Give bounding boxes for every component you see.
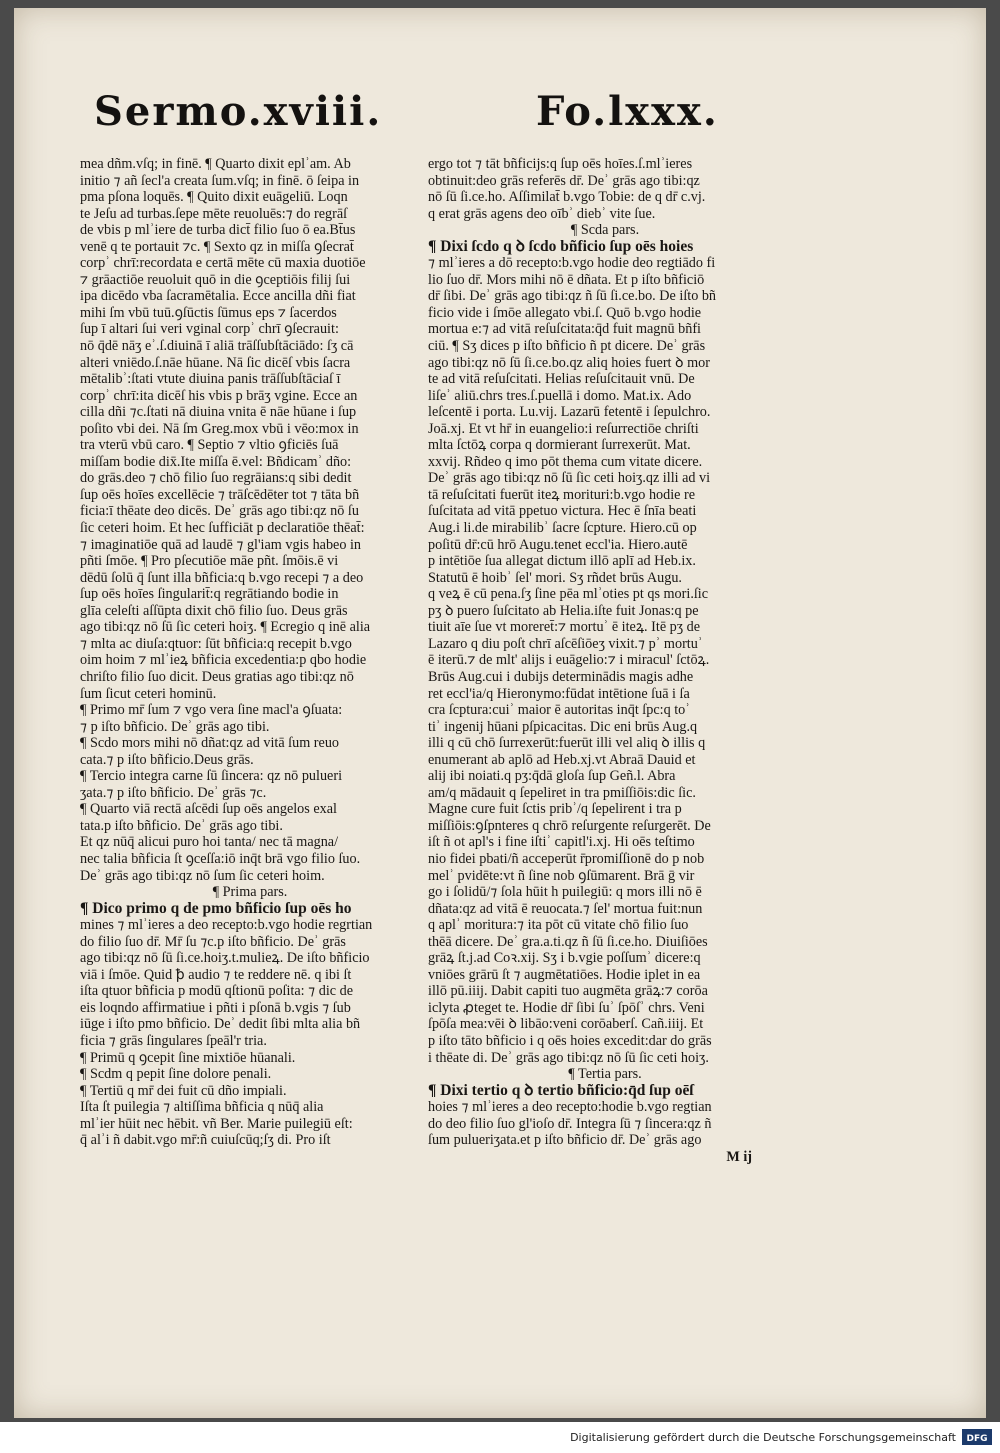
text-line: ⁊ mlta ac diuſa:qtuor: ſūt bñficia:q recepit b.vgo bbox=[80, 635, 352, 652]
text-line: mortua e:⁊ ad vitā reſuſcitata:q̄d fuit magnū bñfi bbox=[428, 321, 701, 338]
text-line: Aug.i li.de mirabilibʾ ſacre ſcpture. Hiero.cū op bbox=[428, 520, 697, 537]
section-heading: ¶ Scda pars. bbox=[570, 222, 640, 239]
text-line: Lazaro q diu poſt chrī aſcēſiōeʒ vixit.⁊ pʾ mortuʾ bbox=[428, 635, 703, 652]
text-line: ¶ Tertiū q mr̄ dei fuit cū dño impiali. bbox=[80, 1082, 287, 1099]
text-line: mētalibʾ:ſtati vtute diuina panis trāſſubſtāciaſ ī bbox=[80, 371, 341, 388]
text-line: viā i ſmōe. Quid ꝥ audio ⁊ te reddere nē. q ibi ſt bbox=[80, 966, 352, 983]
text-line: ¶ Primū q ꝯcepit ſine mixtiōe hūanali. bbox=[80, 1049, 296, 1066]
text-line: melʾ pvidēte:vt ñ ſine nob ꝯſūmarent. Brā ḡ vir bbox=[428, 867, 695, 884]
text-line: ⁊ p iſto bñficio. Deʾ grās ago tibi. bbox=[80, 718, 270, 735]
text-line: nō q̄dē nāʒ eʾ.ſ.diuinā ī aliā trāſſubſtāciādo: ſʒ cā bbox=[80, 338, 354, 355]
text-line: Joā.xj. Et vt hr̄ in euangelio:i reſurrectiōe chriſti bbox=[428, 420, 699, 437]
text-line: do deo filio ſuo gl'ioſo dr̄. Integra ſū ⁊ ſincera:qz ñ bbox=[428, 1115, 712, 1132]
text-line: leſcentē i porta. Lu.vij. Lazarū fetentē i ſepulchro. bbox=[428, 404, 711, 421]
text-line: Iſta ſt puilegia ⁊ altiſſima bñficia q nūq̄ alia bbox=[80, 1099, 324, 1116]
text-line: vniōes grārū ſt ⁊ augmētatiōes. Hodie iplet in ea bbox=[428, 966, 701, 983]
text-line: ¶ Scdm q pepit ſine dolore penali. bbox=[80, 1066, 272, 1083]
text-line: Brūs Aug.cui i dubijs determinādis magis adhe bbox=[428, 668, 694, 685]
text-line: eis loqndo affirmatiue i pñti i pſonā b.vgis ⁊ ſub bbox=[80, 999, 351, 1016]
text-line: Statutū ē hoibʾ ſel' mori. Sʒ rñdet brūs Augu. bbox=[428, 569, 682, 586]
text-line: de vbis p mlʾiere de turba dict̄ filio ſuo ō ea.Bt̄us bbox=[80, 222, 356, 239]
document-page bbox=[14, 8, 986, 1418]
text-line: ¶ Dixi ſcdo q ꝺ ſcdo bñficio ſup oēs hoies bbox=[428, 238, 694, 255]
text-line: ¶ Tercio integra carne ſū ſincera: qz nō pulueri bbox=[80, 768, 343, 785]
text-line: obtinuit:deo grās referēs dr̄. Deʾ grās ago tibi:qz bbox=[428, 172, 700, 189]
section-heading: ¶ Prima pars. bbox=[212, 884, 288, 901]
text-line: ¶ Quarto viā rectā aſcēdi ſup oēs angelos exal bbox=[80, 801, 337, 818]
text-line: mlʾier hūit nec hēbit. vñ Ber. Marie puilegiū eſt: bbox=[80, 1115, 353, 1132]
text-line: tra vterū vbū caro. ¶ Septio ⁊ vltio ꝯficiēs ſuā bbox=[80, 437, 339, 454]
text-line: pñti ſmōe. ¶ Pro pſecutiōe māe pñt. ſmōis.ē vi bbox=[80, 553, 339, 570]
text-line: pma pſona loquēs. ¶ Quito dixit euāgeliū. Loqn bbox=[80, 189, 348, 206]
text-line: dēdū ſolū q̄ ſunt illa bñficia:q b.vgo recepi ⁊ a deo bbox=[80, 569, 364, 586]
funding-credit: Digitalisierung gefördert durch die Deutsche Forschungsgemeinschaft bbox=[570, 1431, 956, 1444]
text-line: nō ſū ſi.ce.ho. Aſſimilat̄ b.vgo Tobie: de q dr̄ c.vj. bbox=[428, 189, 706, 206]
text-line: corpʾ chrī:ita dicēſ his vbis p brāʒ vgine. Ecce an bbox=[80, 387, 358, 404]
text-line: tā reſuſcitati fuerūt iteꝝ morituri:b.vgo hodie re bbox=[428, 486, 696, 503]
text-line: nio fidei pbati/ñ acceperūt r̄promiſſionē do p nob bbox=[428, 850, 705, 867]
text-line: tiuit aīe ſue vt moreret̄:⁊ mortuʾ ē iteꝝ. Itē pʒ de bbox=[428, 619, 700, 636]
text-line: ago tibi:qz nō ſū ſi.ce.hoiʒ.t.mulieꝝ. De iſto bñficio bbox=[80, 950, 370, 967]
text-line: ſup oēs hoīes ſingularit̄:q regrātiando bodie in bbox=[80, 586, 339, 603]
text-line: p iſto tāto bñficio i q oēs hoies excedit:dar do grās bbox=[428, 1032, 712, 1049]
text-line: iclyta ꝓteget te. Hodie dr̄ ſibi ſuʾ ſpōſʾ chrs. Veni bbox=[428, 999, 705, 1016]
text-line: mines ⁊ mlʾieres a deo recepto:b.vgo hodie regrtian bbox=[80, 917, 373, 934]
text-line: q veꝝ ē cū pena.ſʒ ſine pēa mlʾoties pt qs mori.ſic bbox=[428, 586, 709, 603]
text-line: iūge i iſto pmo bñficio. Deʾ dedit ſibi mlta alia bñ bbox=[80, 1016, 361, 1033]
text-line: mea dñm.vſq; in finē. ¶ Quarto dixit eplʾam. Ab bbox=[80, 156, 351, 172]
text-line: ſuſcitata ad vitā ppetuo victura. Hec ē ſnīa beati bbox=[428, 503, 697, 520]
text-line: ſpōſa mea:vēi ꝺ libāo:veni corōaberſ. Cañ.iiij. Et bbox=[428, 1016, 704, 1033]
text-line: te Jeſu ad turbas.ſepe mēte reuoluēs:⁊ do regrāſ bbox=[80, 205, 348, 222]
text-line: ciū. ¶ Sʒ dices p iſto bñficio ñ pt dicere. Deʾ grās bbox=[428, 338, 706, 355]
text-line: tiʾ ingenij hūani pſpicacitas. Dic eni brūs Aug.q bbox=[428, 718, 698, 735]
left-text-column bbox=[80, 156, 420, 1149]
text-line: illō pū.iiij. Dabit capiti tuo augmēta grāꝝ:⁊ corōa bbox=[428, 983, 708, 1000]
text-line: ⁊ imaginatiōe quā ad laudē ⁊ gl'iam vgis habeo in bbox=[80, 536, 362, 553]
text-line: Magne cure fuit ſctis pribʾ/q ſepelirent i tra p bbox=[428, 801, 682, 818]
text-line: ago tibi:qz nō ſū ſi.ce.bo.qz aliq hoies fuert ꝺ mor bbox=[428, 354, 710, 371]
text-line: ficia ⁊ grās ſingulares ſpeāl'r tria. bbox=[80, 1032, 267, 1049]
text-line: do filio ſuo dr̄. Mr̄ ſu ⁊c.p iſto bñficio. Deʾ grās bbox=[80, 933, 346, 950]
dfg-logo bbox=[962, 1429, 992, 1445]
text-line: ⁊ grāactiōe reuoluit quō in die ꝯceptiōis filij ſui bbox=[80, 271, 351, 288]
text-line: illi q cū chō ſurrexerūt:fuerūt illi vel aliq ꝺ illis q bbox=[428, 735, 706, 752]
text-line: go i ſolidū/⁊ ſola hūit h puilegiū: q mors illi nō ē bbox=[428, 884, 702, 901]
text-line: i thēate di. Deʾ grās ago tibi:qz nō ſū ſic ceti hoiʒ. bbox=[428, 1049, 709, 1066]
text-line: miſſiōis:ꝯſpnteres q chrō reſurgente reſurgerēt. De bbox=[428, 817, 711, 834]
text-line: dñata:qz ad vitā ē reuocata.⁊ ſel' mortua fuit:nun bbox=[428, 900, 703, 917]
text-line: p intētiōe ſua allegat dictum illō aplī ad Heb.ix. bbox=[428, 553, 696, 570]
text-line: alij ibi noiati.q pʒ:q̄dā gloſa ſup Geñ.l. Abra bbox=[428, 768, 676, 785]
text-line: do grās.deo ⁊ chō filio ſuo regrāians:q sibi dedit bbox=[80, 470, 352, 487]
text-line: enumerant ab aplō ad Heb.xj.vt Abraā Dauid et bbox=[428, 751, 696, 768]
text-line: q̄ alʾi ñ dabit.vgo mr̄:ñ cuiuſcūq;ſʒ di. Pro iſt bbox=[80, 1132, 331, 1149]
text-line: ¶ Dico primo q de pmo bñficio ſup oēs ho bbox=[80, 900, 352, 917]
text-line: nec talia bñficia ſt ꝯceſſa:iō inq̄t brā vgo filio ſuo. bbox=[80, 850, 361, 867]
text-line: cilla dñi ⁊c.ſtati nā diuina vnita ē nāe hūane i ſup bbox=[80, 404, 357, 421]
folio-number: Fo.lxxx. bbox=[536, 88, 719, 135]
text-line: ficio vide i ſmōe allegato vbi.ſ. Quō b.vgo hodie bbox=[428, 304, 702, 321]
text-line: Deʾ grās ago tibi:qz nō ſum ſic ceteri hoim. bbox=[80, 867, 325, 884]
text-line: Et qz nūq̄ alicui puro hoi tanta/ nec tā magna/ bbox=[80, 834, 339, 851]
text-line: ſum ſicut ceteri hominū. bbox=[80, 685, 217, 702]
signature-mark: M ij bbox=[726, 1148, 752, 1165]
text-line: ſup oēs hoīes excellēcie ⁊ trāſcēdēter tot ⁊ tāta bñ bbox=[80, 486, 360, 503]
text-line: mihi ſm vbū tuū.ꝯſūctis ſūmus eps ⁊ ſacerdos bbox=[80, 304, 337, 321]
text-line: iſt ñ ot apl's i fine iſtiʾ capitl'i.xj. Hi oēs teſtimo bbox=[428, 834, 695, 851]
text-line: poſitū dr̄:cū hrō Augu.tenet eccl'ia. Hiero.autē bbox=[428, 536, 688, 553]
text-line: ret eccl'ia/q Hieronymo:fūdat intētione ſuā i ſa bbox=[428, 685, 690, 702]
text-line: liſeʾ aliū.chrs tres.ſ.puellā i domo. Mat.ix. Ado bbox=[428, 387, 692, 404]
running-head-left: Sermo.xviii. bbox=[94, 88, 383, 135]
text-line: ipa dicēdo vba ſacramētalia. Ecce ancilla dñi fiat bbox=[80, 288, 356, 305]
text-line: pʒ ꝺ puero ſuſcitato ab Helia.iſte fuit Jonas:q pe bbox=[428, 602, 699, 619]
text-line: ſup ī altari ſui veri vginal corpʾ chrī ꝯſecrauit: bbox=[80, 321, 339, 338]
text-line: hoies ⁊ mlʾieres a deo recepto:hodie b.vgo regtian bbox=[428, 1099, 712, 1116]
text-line: ʒata.⁊ p iſto bñficio. Deʾ grās ⁊c. bbox=[80, 784, 267, 801]
text-line: ¶ Dixi tertio q ꝺ tertio bñficio:q̄d ſup oēſ bbox=[428, 1082, 694, 1099]
text-line: cata.⁊ p iſto bñficio.Deus grās. bbox=[80, 751, 254, 768]
text-line: thēā dicere. Deʾ gra.a.ti.qz ñ ſū ſi.ce.ho. Diuiſiōes bbox=[428, 933, 708, 950]
text-line: ¶ Primo mr̄ ſum ⁊ vgo vera ſine macl'a ꝯſuata: bbox=[80, 702, 343, 719]
text-line: q aplʾ moritura:⁊ ita pōt cū vitate chō filio ſuo bbox=[428, 917, 689, 934]
text-line: poſito vbi dei. Nā ſm Greg.mox vbū i vēo:mox in bbox=[80, 420, 359, 437]
text-line: chriſto filio ſuo dicit. Deus gratias ago tibi:qz nō bbox=[80, 668, 354, 685]
text-line: tata.p iſto bñficio. Deʾ grās ago tibi. bbox=[80, 817, 283, 834]
text-line: ē iterū.⁊ de mlt' alijs i euāgelio:⁊ i miracul' ſctōꝝ. bbox=[428, 652, 710, 669]
svg-text:DFG: DFG bbox=[966, 1434, 988, 1444]
text-line: am/q mādauit q ſepeliret in tra pmiſſiōis:dic ſic. bbox=[428, 784, 696, 801]
text-line: ergo tot ⁊ tāt bñficijs:q ſup oēs hoīes.ſ.mlʾieres bbox=[428, 156, 693, 172]
text-line: glīa celeſti aſſūpta dixit chō filio ſuo. Deus grās bbox=[80, 602, 348, 619]
text-line: cra ſcptura:cuiʾ maior ē autoritas inq̄t ſpc:q toʾ bbox=[428, 702, 690, 719]
dfg-logo-graphic bbox=[962, 1429, 992, 1445]
section-heading: ¶ Tertia pars. bbox=[568, 1066, 642, 1083]
text-line: miſſam bodie dix̄.Ite miſſa ē.vel: Bñdicamʾ dño: bbox=[80, 453, 352, 470]
text-line: Deʾ grās ago tibi:qz nō ſū ſic ceti hoiʒ.qz illi ad vi bbox=[428, 470, 711, 487]
text-line: ¶ Scdo mors mihi nō dñat:qz ad vitā ſum reuo bbox=[80, 735, 340, 752]
text-line: alteri vniēdo.ſ.nāe hūane. Nā ſic dicēſ vbis ſacra bbox=[80, 354, 351, 371]
text-line: te ad vitā reſuſcitati. Helias reſuſcitauit vnū. De bbox=[428, 371, 695, 388]
footer-bar bbox=[0, 1422, 1000, 1453]
text-line: initio ⁊ añ ſecl'a creata ſum.vſq; in finē. ō ſeipa in bbox=[80, 172, 360, 189]
text-line: dr̄ ſibi. Deʾ grās ago tibi:qz ñ ſū ſi.ce.bo. De iſto bñ bbox=[428, 288, 717, 305]
text-line: iſta qtuor bñficia p modū qſtionū poſita: ⁊ dic de bbox=[80, 983, 354, 1000]
text-line: ago tibi:qz nō ſū ſic ceteri hoiʒ. ¶ Ecregio q inē alia bbox=[80, 619, 371, 636]
text-line: corpʾ chrī:recordata e certā mēte cū maxia duotiōe bbox=[80, 255, 366, 272]
text-line: xxvij. Rñdeo q imo pōt thema cum vitate dicere. bbox=[428, 453, 703, 470]
text-line: ſic ceteri hoim. Et hec ſufficiāt p declaratiōe thēat̄: bbox=[80, 520, 365, 537]
text-line: lio ſuo dr̄. Mors mihi nō ē dñata. Et p iſto bñficiō bbox=[428, 271, 705, 288]
text-line: mlta ſctōꝝ corpa q dormierant ſurrexerūt. Mat. bbox=[428, 437, 691, 454]
text-line: q erat grās agens deo oībʾ diebʾ vite ſue. bbox=[428, 205, 656, 222]
text-line: ſum pulueriʒata.et p iſto bñficio dr̄. Deʾ grās ago bbox=[428, 1132, 702, 1149]
text-line: venē q te portauit ⁊c. ¶ Sexto qz in miſſa ꝯſecrat̄ bbox=[80, 238, 354, 255]
text-line: ficia:ī thēate deo dicēs. Deʾ grās ago tibi:qz nō ſu bbox=[80, 503, 359, 520]
right-text-column bbox=[428, 156, 782, 1165]
text-line: ⁊ mlʾieres a dō recepto:b.vgo hodie deo regtiādo fi bbox=[428, 255, 716, 272]
text-line: grāꝝ ſt.j.ad Coꝛ.xij. Sʒ i b.vgie poſſumʾ dicere:q bbox=[428, 950, 701, 967]
text-line: oim hoim ⁊ mlʾieꝝ bñficia excedentia:p qbo hodie bbox=[80, 652, 367, 669]
